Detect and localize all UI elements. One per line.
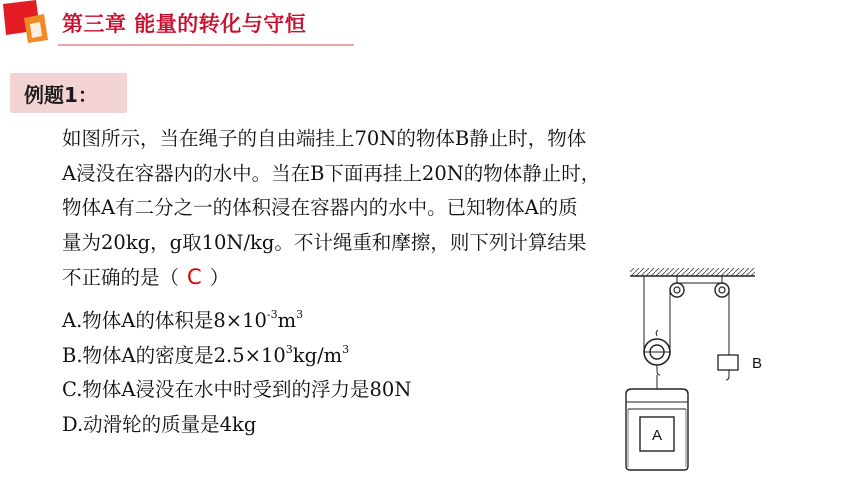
option-d: D.动滑轮的质量是4kg bbox=[62, 412, 257, 436]
fixed-pulley-right bbox=[715, 283, 729, 297]
object-b bbox=[718, 355, 738, 380]
ceiling bbox=[630, 268, 755, 276]
question-line: 量为20kg，g取10N/kg。不计绳重和摩擦，则下列计算结果 bbox=[62, 230, 587, 254]
option-a: A.物体A的体积是$8\times 10^{-3}m^3$ bbox=[62, 308, 304, 332]
question-suffix: ） bbox=[209, 266, 230, 289]
example-label: 例题1： bbox=[24, 83, 98, 107]
movable-pulley bbox=[644, 330, 670, 375]
question-line: 如图所示，当在绳子的自由端挂上70N的物体B静止时，物体 bbox=[62, 127, 587, 150]
label-b: B bbox=[752, 355, 763, 372]
answer-text: C bbox=[187, 265, 202, 289]
option-c: C.物体A浸没在水中时受到的浮力是80N bbox=[62, 378, 412, 401]
chapter-title: 第三章 能量的转化与守恒 bbox=[62, 12, 307, 36]
label-a: A bbox=[652, 427, 663, 444]
question-prefix: 不正确的是（ bbox=[62, 266, 180, 289]
option-b: B.物体A的密度是$2.5\times 10^3kg/m^3$ bbox=[62, 342, 350, 367]
example-badge bbox=[10, 73, 127, 113]
options-list bbox=[62, 304, 411, 442]
title-underline bbox=[58, 44, 354, 46]
question-line: A浸没在容器内的水中。当在B下面再挂上20N的物体静止时， bbox=[62, 161, 601, 185]
question-line: 物体A有二分之一的体积浸在容器内的水中。已知物体A的质 bbox=[62, 196, 578, 219]
chapter-logo-icon bbox=[0, 0, 56, 46]
fixed-pulley-left bbox=[670, 283, 684, 297]
pulley-diagram bbox=[620, 262, 770, 472]
